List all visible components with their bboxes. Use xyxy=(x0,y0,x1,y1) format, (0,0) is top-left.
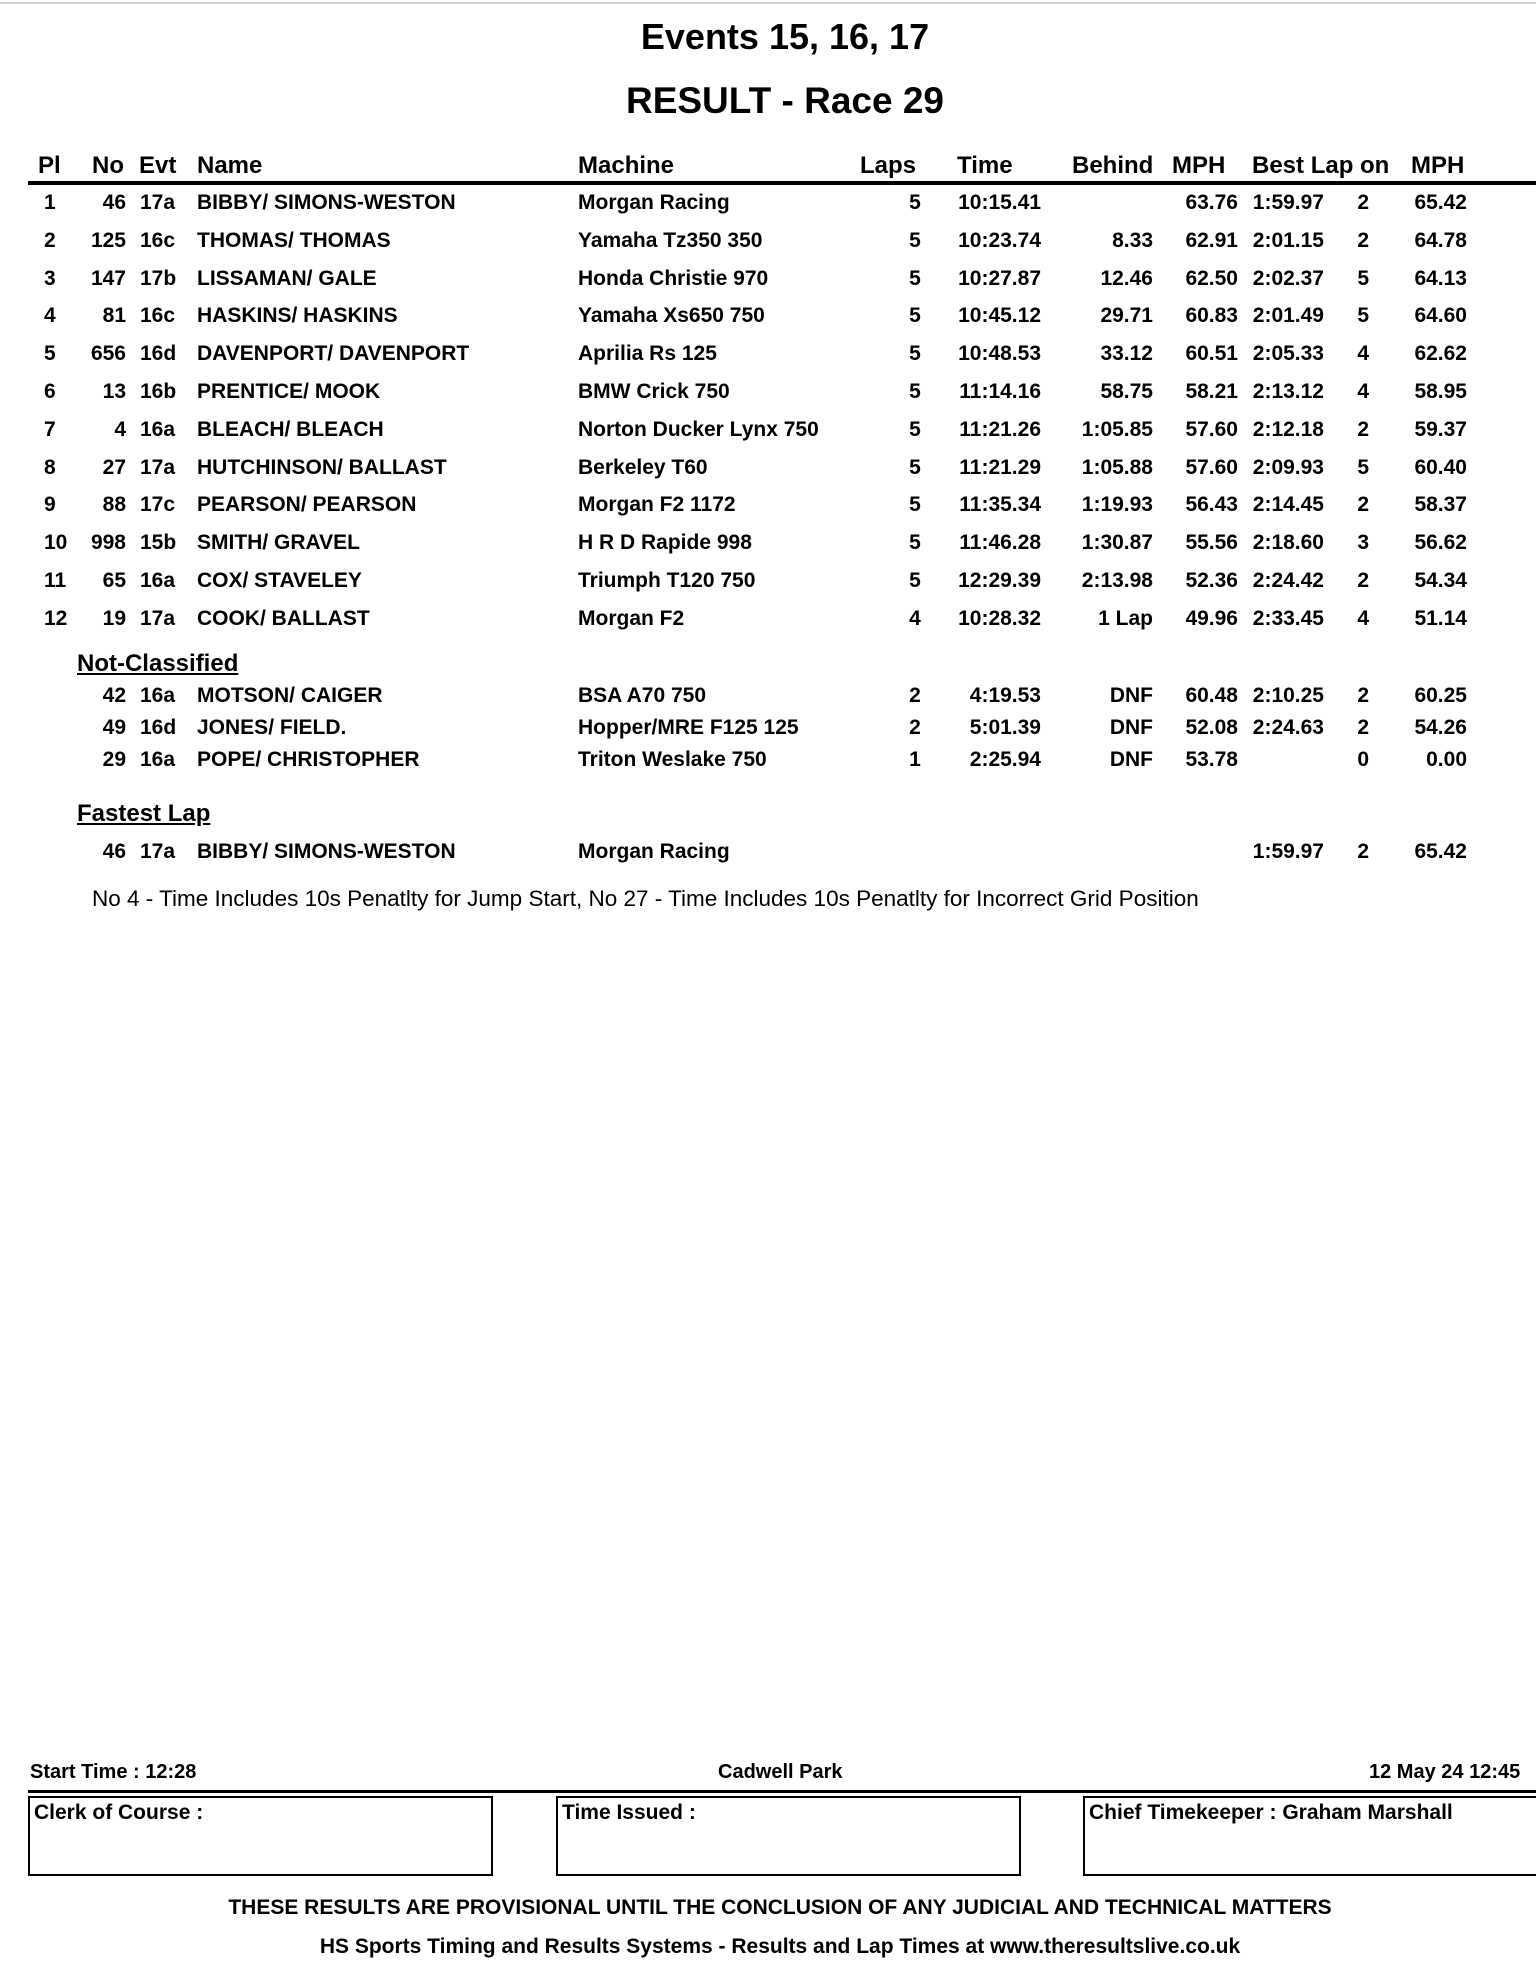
time-issued-label: Time Issued : xyxy=(562,1801,696,1824)
cell-best-mph: 65.42 xyxy=(1414,840,1467,863)
cell-best-mph: 60.40 xyxy=(1414,455,1467,479)
cell-mph: 60.83 xyxy=(1185,304,1238,328)
start-time: Start Time : 12:28 xyxy=(30,1761,197,1783)
cell-name: COOK/ BALLAST xyxy=(197,606,370,630)
cell-time: 4:19.53 xyxy=(969,684,1041,707)
cell-behind: DNF xyxy=(1109,748,1153,771)
cell-evt: 17a xyxy=(140,606,176,630)
result-row xyxy=(28,418,1536,452)
cell-best-mph: 51.14 xyxy=(1414,606,1467,630)
result-row xyxy=(28,191,1536,225)
cell-no: 998 xyxy=(90,531,126,555)
cell-name: THOMAS/ THOMAS xyxy=(197,228,391,252)
cell-name: HASKINS/ HASKINS xyxy=(197,304,398,328)
cell-machine: Yamaha Xs650 750 xyxy=(578,304,765,328)
cell-best-mph: 64.60 xyxy=(1414,304,1467,328)
cell-machine: BSA A70 750 xyxy=(578,684,707,707)
cell-no: 65 xyxy=(102,569,126,592)
cell-behind: DNF xyxy=(1109,716,1153,739)
cell-mph: 60.51 xyxy=(1185,342,1238,366)
cell-behind: 1:30.87 xyxy=(1081,531,1153,555)
cell-best-mph: 64.13 xyxy=(1414,266,1467,290)
cell-laps: 1 xyxy=(909,748,921,771)
cell-time: 11:14.16 xyxy=(959,380,1041,403)
cell-on: 2 xyxy=(1357,569,1369,592)
col-mph: MPH xyxy=(1172,152,1226,179)
cell-on: 2 xyxy=(1357,417,1369,441)
cell-best-lap: 2:02.37 xyxy=(1252,266,1324,290)
cell-no: 29 xyxy=(102,748,126,771)
cell-mph: 49.96 xyxy=(1185,606,1238,630)
cell-machine: Berkeley T60 xyxy=(578,455,708,479)
cell-evt: 17a xyxy=(140,840,176,863)
penalty-note: No 4 - Time Includes 10s Penatlty for Jump Start, No 27 - Time Includes 10s Penatlty for Incorrect Grid Position xyxy=(92,886,1199,911)
time-issued-box xyxy=(556,1796,1021,1876)
cell-on: 3 xyxy=(1357,531,1369,555)
cell-on: 5 xyxy=(1357,304,1369,328)
cell-no: 49 xyxy=(102,716,126,739)
cell-mph: 56.43 xyxy=(1185,493,1238,517)
cell-evt: 16a xyxy=(140,417,176,441)
not-classified-row xyxy=(28,684,1536,718)
col-laps: Laps xyxy=(860,152,917,179)
cell-time: 10:15.41 xyxy=(958,191,1041,214)
cell-best-mph: 65.42 xyxy=(1414,191,1467,214)
cell-behind: 2:13.98 xyxy=(1081,569,1153,592)
cell-evt: 16d xyxy=(140,716,177,739)
cell-behind: 1:05.85 xyxy=(1081,417,1153,441)
cell-mph: 60.48 xyxy=(1185,684,1238,707)
not-classified-row xyxy=(28,748,1536,782)
cell-name: DAVENPORT/ DAVENPORT xyxy=(197,342,470,366)
results-table-header xyxy=(28,152,1536,182)
cell-pl: 1 xyxy=(44,191,56,214)
cell-machine: Aprilia Rs 125 xyxy=(578,342,717,366)
cell-mph: 53.78 xyxy=(1185,748,1238,771)
chief-timekeeper-label: Chief Timekeeper : Graham Marshall xyxy=(1089,1801,1453,1824)
cell-mph: 62.91 xyxy=(1185,228,1238,252)
cell-time: 10:23.74 xyxy=(958,228,1041,252)
cell-on: 2 xyxy=(1357,228,1369,252)
cell-evt: 16a xyxy=(140,684,176,707)
cell-best-mph: 54.26 xyxy=(1414,716,1467,739)
cell-evt: 16a xyxy=(140,748,176,771)
result-row xyxy=(28,493,1536,527)
cell-laps: 5 xyxy=(909,342,921,366)
cell-laps: 5 xyxy=(909,569,921,592)
cell-laps: 5 xyxy=(909,380,921,403)
col-pl: Pl xyxy=(38,152,61,179)
cell-best-mph: 64.78 xyxy=(1414,228,1467,252)
cell-machine: Yamaha Tz350 350 xyxy=(578,228,763,252)
cell-time: 10:27.87 xyxy=(958,266,1041,290)
col-machine: Machine xyxy=(578,152,675,179)
cell-no: 46 xyxy=(102,840,126,863)
cell-behind: 33.12 xyxy=(1100,342,1153,366)
cell-behind: DNF xyxy=(1109,684,1153,707)
cell-best-lap: 2:01.49 xyxy=(1252,304,1324,328)
cell-time: 11:35.34 xyxy=(959,493,1041,517)
col-behind: Behind xyxy=(1072,152,1154,179)
cell-name: MOTSON/ CAIGER xyxy=(197,684,383,707)
cell-evt: 16a xyxy=(140,569,176,592)
cell-evt: 17a xyxy=(140,455,176,479)
cell-laps: 5 xyxy=(909,531,921,555)
header-rule xyxy=(28,181,1536,185)
cell-laps: 5 xyxy=(909,304,921,328)
top-rule xyxy=(0,2,1536,4)
cell-time: 11:21.29 xyxy=(959,455,1041,479)
cell-no: 125 xyxy=(90,228,126,252)
result-row xyxy=(28,607,1536,641)
cell-laps: 5 xyxy=(909,455,921,479)
cell-on: 2 xyxy=(1357,191,1369,214)
cell-machine: Morgan F2 1172 xyxy=(578,493,736,517)
col-no: No xyxy=(92,152,124,179)
cell-best-lap: 1:59.97 xyxy=(1252,191,1324,214)
col-best-lap-on: Best Lap on xyxy=(1252,152,1390,179)
cell-on: 0 xyxy=(1357,748,1369,771)
cell-machine: Morgan Racing xyxy=(578,191,730,214)
cell-laps: 5 xyxy=(909,191,921,214)
cell-on: 4 xyxy=(1357,606,1369,630)
cell-time: 2:25.94 xyxy=(969,748,1041,771)
fastest-lap-heading: Fastest Lap xyxy=(77,800,211,827)
cell-time: 12:29.39 xyxy=(958,569,1041,592)
result-row xyxy=(28,531,1536,565)
cell-on: 4 xyxy=(1357,380,1369,403)
not-classified-row xyxy=(28,716,1536,750)
cell-machine: Triton Weslake 750 xyxy=(578,748,767,771)
cell-name: LISSAMAN/ GALE xyxy=(197,266,377,290)
cell-laps: 2 xyxy=(909,684,921,707)
cell-best-lap: 2:09.93 xyxy=(1252,455,1324,479)
cell-best-mph: 54.34 xyxy=(1414,569,1467,592)
cell-mph: 63.76 xyxy=(1185,191,1238,214)
not-classified-heading: Not-Classified xyxy=(77,650,239,677)
fastest-lap-row xyxy=(28,840,1536,874)
cell-best-mph: 56.62 xyxy=(1414,531,1467,555)
cell-pl: 11 xyxy=(44,569,67,592)
cell-mph: 57.60 xyxy=(1185,417,1238,441)
cell-evt: 15b xyxy=(140,531,177,555)
cell-name: BIBBY/ SIMONS-WESTON xyxy=(197,191,456,214)
cell-pl: 4 xyxy=(44,304,56,328)
cell-pl: 6 xyxy=(44,380,56,403)
cell-evt: 16c xyxy=(140,304,176,328)
cell-best-lap: 2:14.45 xyxy=(1252,493,1324,517)
cell-behind: 8.33 xyxy=(1112,228,1153,252)
cell-on: 5 xyxy=(1357,266,1369,290)
cell-evt: 17a xyxy=(140,191,176,214)
print-date: 12 May 24 12:45 xyxy=(1369,1761,1521,1783)
cell-name: BIBBY/ SIMONS-WESTON xyxy=(197,840,456,863)
result-row xyxy=(28,569,1536,603)
cell-name: BLEACH/ BLEACH xyxy=(197,417,384,441)
cell-machine: Morgan F2 xyxy=(578,606,685,630)
cell-pl: 2 xyxy=(44,228,56,252)
cell-on: 5 xyxy=(1357,455,1369,479)
cell-machine: Morgan Racing xyxy=(578,840,730,863)
cell-no: 13 xyxy=(102,380,126,403)
cell-on: 2 xyxy=(1357,493,1369,517)
cell-best-mph: 58.37 xyxy=(1414,493,1467,517)
cell-time: 11:46.28 xyxy=(959,531,1041,555)
cell-no: 4 xyxy=(114,417,126,441)
cell-name: PRENTICE/ MOOK xyxy=(197,380,381,403)
cell-best-lap: 2:24.42 xyxy=(1252,569,1324,592)
cell-on: 2 xyxy=(1357,840,1369,863)
cell-no: 27 xyxy=(102,455,126,479)
cell-on: 2 xyxy=(1357,684,1369,707)
col-mph2: MPH xyxy=(1411,152,1465,179)
cell-no: 19 xyxy=(102,606,126,630)
cell-best-mph: 62.62 xyxy=(1414,342,1467,366)
cell-best-lap: 2:10.25 xyxy=(1252,684,1324,707)
footer-rule xyxy=(28,1790,1536,1793)
cell-best-mph: 58.95 xyxy=(1414,380,1467,403)
cell-best-mph: 0.00 xyxy=(1426,748,1467,771)
cell-pl: 12 xyxy=(44,606,68,630)
cell-behind: 1 Lap xyxy=(1098,606,1153,630)
cell-best-mph: 60.25 xyxy=(1414,684,1467,707)
cell-no: 147 xyxy=(90,266,126,290)
cell-behind: 29.71 xyxy=(1100,304,1153,328)
cell-best-lap: 2:13.12 xyxy=(1252,380,1324,403)
cell-name: POPE/ CHRISTOPHER xyxy=(197,748,420,771)
cell-best-lap: 2:33.45 xyxy=(1252,606,1324,630)
cell-on: 4 xyxy=(1357,342,1369,366)
cell-laps: 4 xyxy=(909,606,921,630)
cell-no: 656 xyxy=(90,342,126,366)
cell-best-lap: 2:12.18 xyxy=(1252,417,1324,441)
cell-time: 10:45.12 xyxy=(958,304,1041,328)
col-name: Name xyxy=(197,152,263,179)
cell-name: PEARSON/ PEARSON xyxy=(197,493,417,517)
cell-mph: 52.36 xyxy=(1185,569,1238,592)
cell-machine: Hopper/MRE F125 125 xyxy=(578,716,799,739)
cell-evt: 16c xyxy=(140,228,176,252)
cell-mph: 52.08 xyxy=(1185,716,1238,739)
result-row xyxy=(28,342,1536,376)
cell-machine: H R D Rapide 998 xyxy=(578,531,752,555)
cell-behind: 58.75 xyxy=(1100,380,1153,403)
result-row xyxy=(28,267,1536,301)
cell-name: COX/ STAVELEY xyxy=(197,569,362,592)
cell-pl: 9 xyxy=(44,493,56,517)
cell-best-lap: 2:01.15 xyxy=(1252,228,1324,252)
cell-name: JONES/ FIELD. xyxy=(197,716,347,739)
race-result-title: RESULT - Race 29 xyxy=(625,80,945,121)
cell-best-lap: 2:05.33 xyxy=(1252,342,1324,366)
timing-credits: HS Sports Timing and Results Systems - Results and Lap Times at www.theresultslive.co.uk xyxy=(319,1935,1241,1958)
clerk-of-course-box xyxy=(28,1796,493,1876)
cell-time: 11:21.26 xyxy=(959,417,1041,441)
cell-time: 10:48.53 xyxy=(958,342,1041,366)
col-evt: Evt xyxy=(139,152,177,179)
cell-evt: 17b xyxy=(140,266,177,290)
events-title: Events 15, 16, 17 xyxy=(640,16,930,57)
cell-name: HUTCHINSON/ BALLAST xyxy=(197,455,447,479)
chief-timekeeper-box xyxy=(1083,1796,1536,1876)
cell-name: SMITH/ GRAVEL xyxy=(197,531,360,555)
cell-time: 10:28.32 xyxy=(958,606,1041,630)
cell-evt: 17c xyxy=(140,493,176,517)
cell-laps: 5 xyxy=(909,228,921,252)
clerk-of-course-label: Clerk of Course : xyxy=(34,1801,204,1824)
cell-evt: 16b xyxy=(140,380,177,403)
cell-no: 42 xyxy=(102,684,126,707)
cell-laps: 5 xyxy=(909,266,921,290)
cell-pl: 10 xyxy=(44,531,68,555)
result-row xyxy=(28,304,1536,338)
cell-best-lap: 2:18.60 xyxy=(1252,531,1324,555)
cell-mph: 57.60 xyxy=(1185,455,1238,479)
result-row xyxy=(28,456,1536,490)
provisional-disclaimer: THESE RESULTS ARE PROVISIONAL UNTIL THE CONCLUSION OF ANY JUDICIAL AND TECHNICAL MATTERS xyxy=(228,1896,1332,1919)
venue: Cadwell Park xyxy=(718,1761,843,1783)
cell-behind: 1:19.93 xyxy=(1081,493,1153,517)
cell-mph: 55.56 xyxy=(1185,531,1238,555)
cell-machine: Honda Christie 970 xyxy=(578,266,769,290)
cell-time: 5:01.39 xyxy=(969,716,1041,739)
cell-behind: 1:05.88 xyxy=(1081,455,1153,479)
cell-machine: Triumph T120 750 xyxy=(578,569,756,592)
cell-mph: 62.50 xyxy=(1185,266,1238,290)
cell-pl: 3 xyxy=(44,266,56,290)
result-row xyxy=(28,229,1536,263)
cell-machine: Norton Ducker Lynx 750 xyxy=(578,417,819,441)
cell-best-mph: 59.37 xyxy=(1414,417,1467,441)
cell-evt: 16d xyxy=(140,342,177,366)
cell-best-lap: 1:59.97 xyxy=(1252,840,1324,863)
cell-behind: 12.46 xyxy=(1100,266,1153,290)
cell-no: 81 xyxy=(102,304,126,328)
cell-pl: 5 xyxy=(44,342,56,366)
cell-no: 46 xyxy=(102,191,126,214)
cell-laps: 5 xyxy=(909,493,921,517)
cell-on: 2 xyxy=(1357,716,1369,739)
cell-pl: 8 xyxy=(44,455,56,479)
cell-mph: 58.21 xyxy=(1185,380,1238,403)
cell-pl: 7 xyxy=(44,417,56,441)
result-row xyxy=(28,380,1536,414)
cell-machine: BMW Crick 750 xyxy=(578,380,730,403)
cell-laps: 2 xyxy=(909,716,921,739)
cell-best-lap: 2:24.63 xyxy=(1252,716,1324,739)
cell-laps: 5 xyxy=(909,417,921,441)
cell-no: 88 xyxy=(102,493,126,517)
col-time: Time xyxy=(957,152,1013,179)
